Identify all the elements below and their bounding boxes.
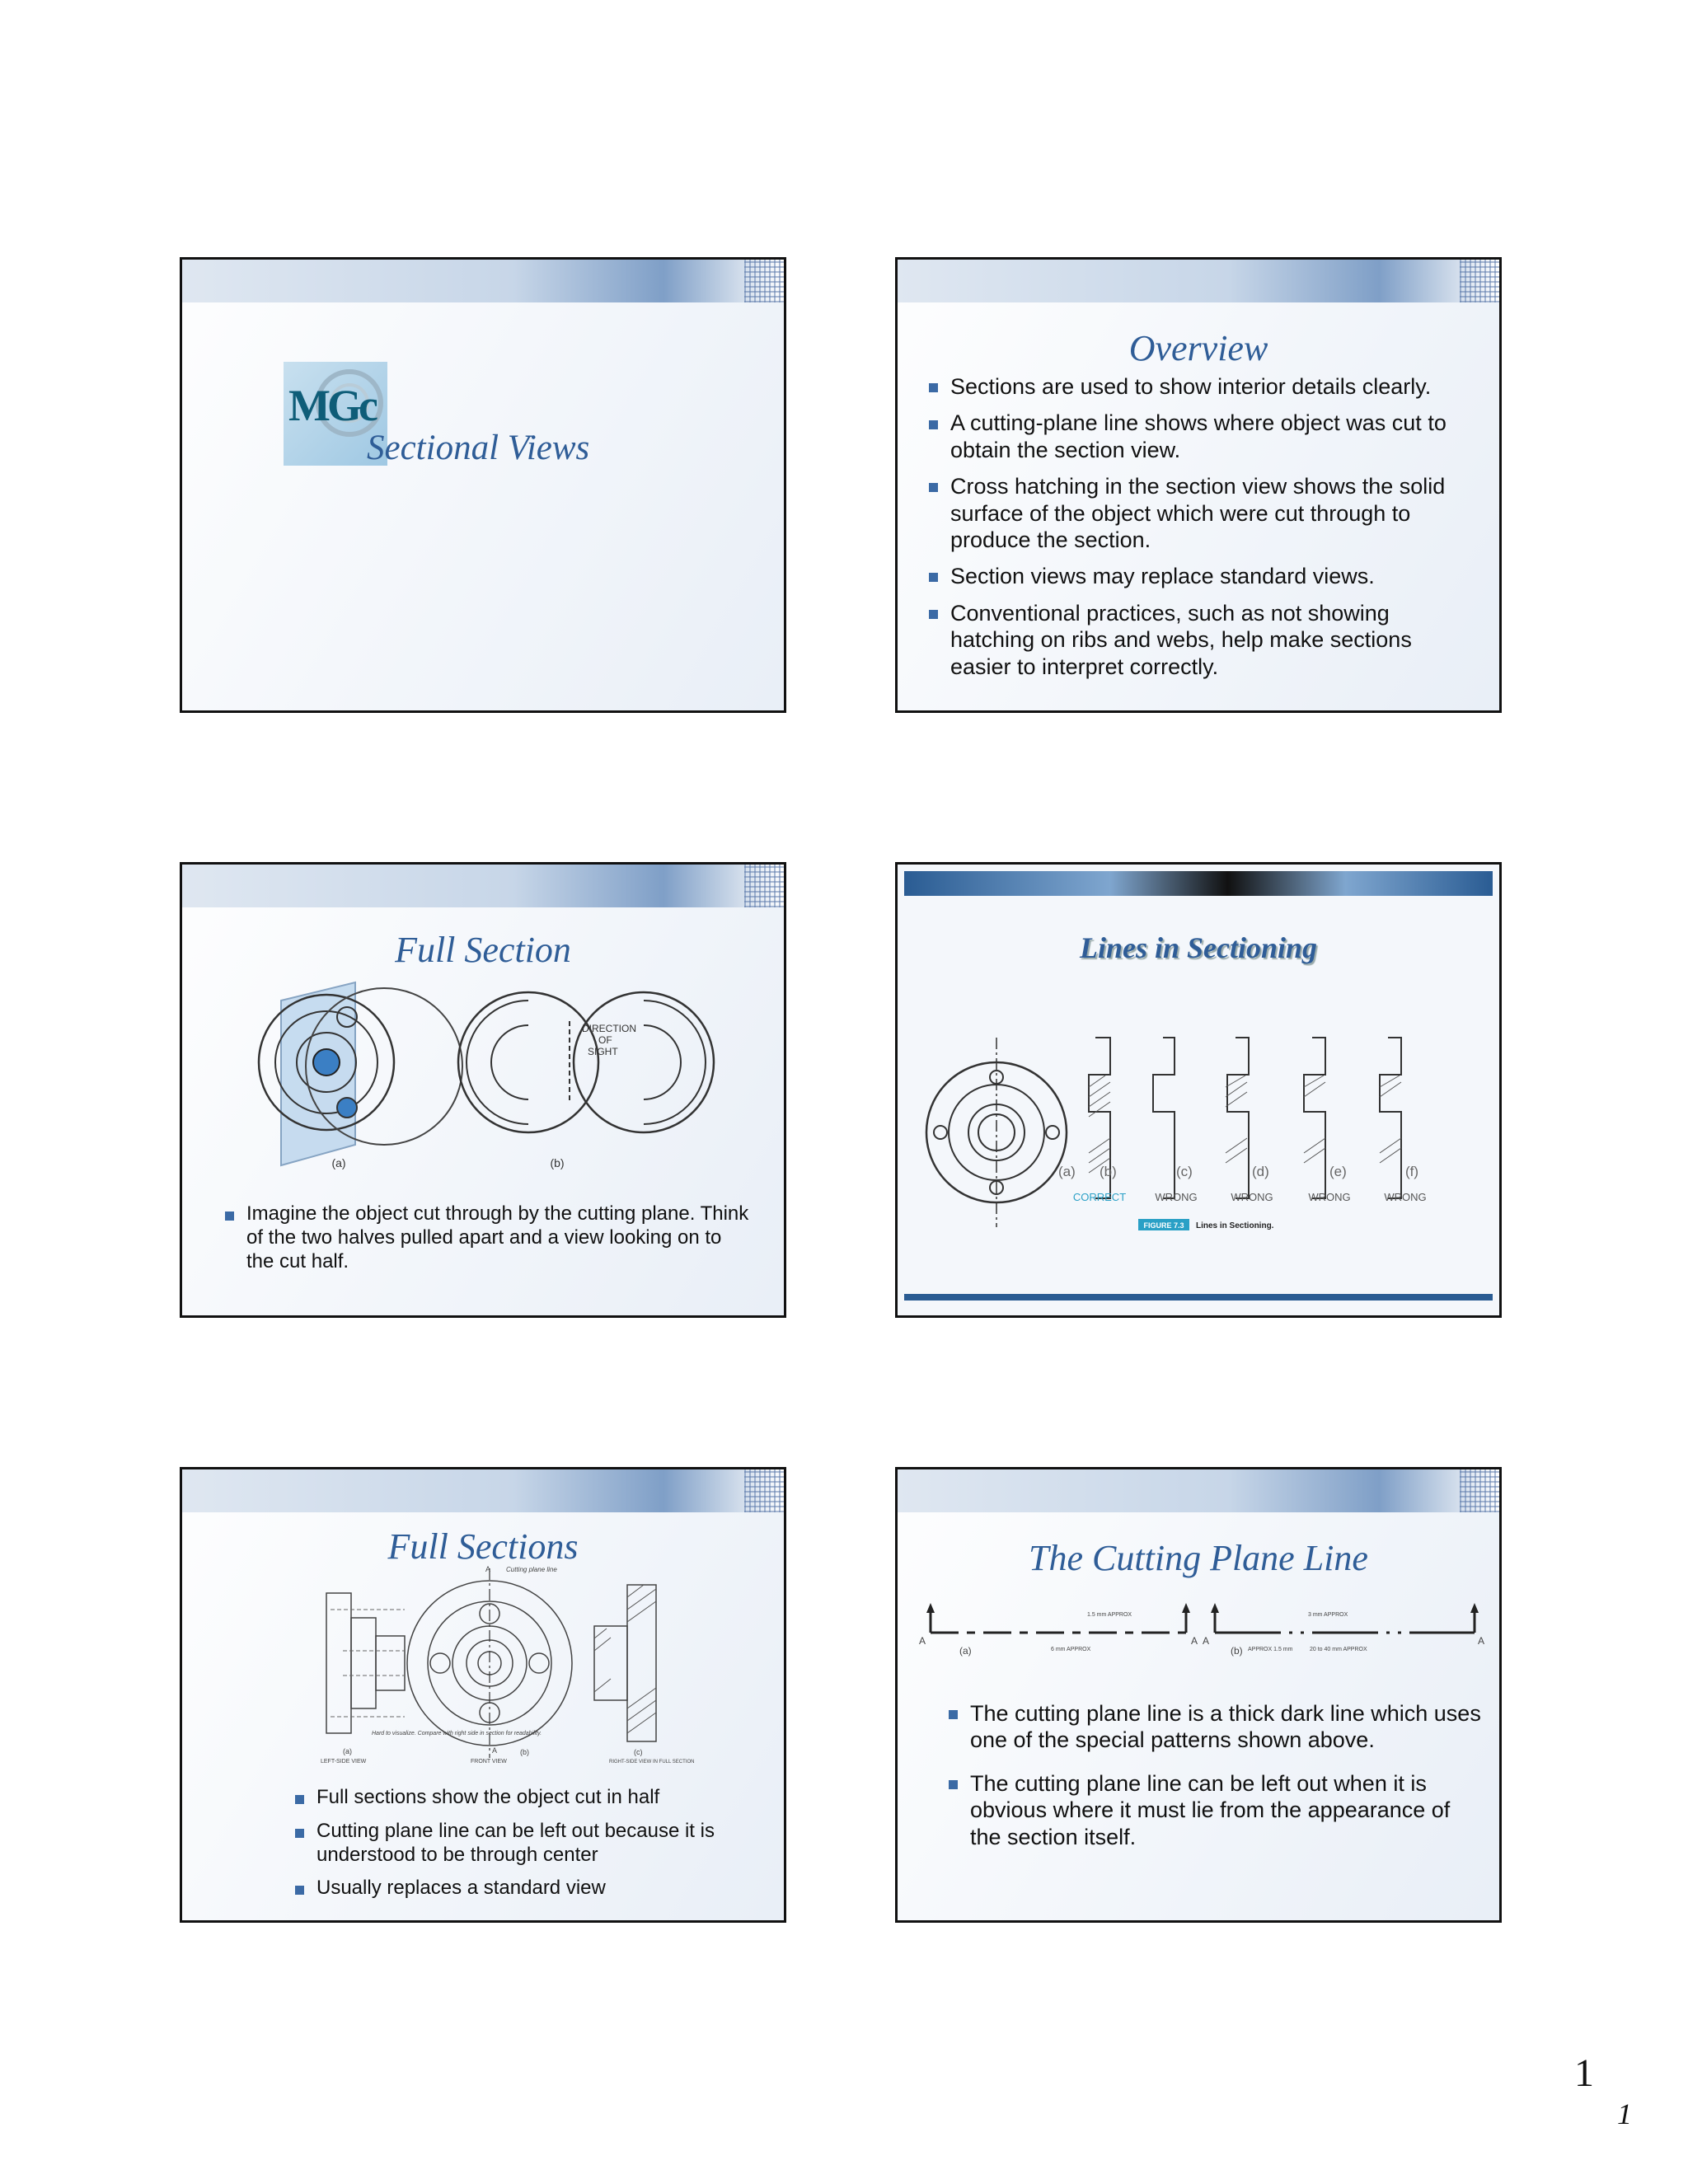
slide-header-band (904, 871, 1493, 896)
bullet-list (223, 1202, 751, 1283)
figure-label: (e) (1329, 1164, 1347, 1179)
figure-label: A (492, 1746, 498, 1755)
figure-label: 20 to 40 mm APPROX (1310, 1647, 1367, 1652)
slide-3 (180, 862, 786, 1318)
lines-in-sectioning-figure (898, 1005, 1502, 1252)
slide-title: Lines in Sectioning (1079, 931, 1318, 964)
slide-footer-band (904, 1294, 1493, 1301)
bullet-list (947, 1700, 1483, 1860)
figure-label: DIRECTION (582, 1023, 636, 1034)
figure-label: LEFT-SIDE VIEW (321, 1759, 367, 1765)
list-item: Cutting plane line can be left out because it is understood to be through center (293, 1820, 755, 1868)
figure-label: FRONT VIEW (471, 1759, 507, 1765)
list-item: Conventional practices, such as not showing hatching on ribs and webs, help make sections easier to interpret correctly. (927, 600, 1478, 680)
figure-label: WRONG (1308, 1191, 1351, 1203)
figure-label: (b) (520, 1748, 529, 1756)
bullet-list (293, 1786, 755, 1910)
figure-label: WRONG (1384, 1191, 1427, 1203)
figure-label: A (485, 1565, 491, 1573)
figure-label: (b) (550, 1156, 565, 1169)
slide-4 (895, 862, 1502, 1318)
page-number: 1 (1574, 2051, 1594, 2095)
page-number-italic: 1 (1617, 2097, 1632, 2130)
figure-label: (b) (1100, 1164, 1117, 1179)
logo-text: MGc (288, 381, 375, 430)
slide-title: Sectional Views (367, 429, 590, 467)
slide-header-grid (1460, 260, 1499, 302)
figure-label: WRONG (1155, 1191, 1198, 1203)
figure-label: 1.5 mm APPROX (1087, 1612, 1132, 1618)
list-item: Cross hatching in the section view shows the solid surface of the object which were cut through to produce the section. (927, 473, 1478, 553)
slide-title: The Cutting Plane Line (1029, 1538, 1368, 1578)
figure-label: APPROX 1.5 mm (1248, 1647, 1293, 1652)
figure-label: A (1478, 1635, 1485, 1647)
slide-header-grid (744, 1469, 784, 1512)
figure-label: (a) (331, 1156, 346, 1169)
figure-label: (a) (959, 1645, 972, 1657)
list-item: A cutting-plane line shows where object was cut to obtain the section view. (927, 410, 1478, 463)
slide-5 (180, 1467, 786, 1923)
figure-label: (c) (634, 1748, 643, 1756)
slide-header-band (182, 260, 784, 302)
figure-label: A (1202, 1635, 1209, 1647)
figure-label: (f) (1405, 1164, 1419, 1179)
list-item: The cutting plane line is a thick dark line which uses one of the special patterns shown above. (947, 1700, 1483, 1754)
list-item: Full sections show the object cut in half (293, 1786, 755, 1810)
figure-label: 3 mm APPROX (1308, 1612, 1348, 1618)
slide-header-grid (744, 865, 784, 907)
slide-header-band (182, 1469, 784, 1512)
figure-label: SIGHT (588, 1046, 618, 1057)
figure-label: (b) (1231, 1645, 1243, 1657)
figure-label: A (918, 1635, 926, 1647)
figure-label: WRONG (1231, 1191, 1273, 1203)
slide-header-band (182, 865, 784, 907)
figure-label: A (1191, 1635, 1198, 1647)
slide-header-grid (744, 260, 784, 302)
slide-1 (180, 257, 786, 713)
slide-header-grid (1460, 1469, 1499, 1512)
figure-label: RIGHT-SIDE VIEW IN FULL SECTION (609, 1760, 695, 1765)
figure-label: OF (598, 1034, 612, 1046)
slide-title: Overview (1128, 328, 1268, 368)
figure-label: (a) (1058, 1164, 1076, 1179)
figure-label: (a) (343, 1747, 352, 1755)
bullet-list (927, 373, 1478, 690)
list-item: Sections are used to show interior details clearly. (927, 373, 1478, 400)
slide-title: Full Sections (387, 1526, 579, 1567)
figure-caption: Lines in Sectioning. (1196, 1221, 1274, 1230)
list-item: Usually replaces a standard view (293, 1877, 755, 1900)
slide-6 (895, 1467, 1502, 1923)
figure-label: 6 mm APPROX (1051, 1647, 1091, 1652)
figure-label: CORRECT (1072, 1191, 1127, 1203)
slide-title: Full Section (395, 930, 571, 970)
slide-header-band (898, 260, 1499, 302)
list-item: The cutting plane line can be left out when it is obvious where it must lie from the appearance of the section itself. (947, 1770, 1483, 1850)
figure-label: (d) (1252, 1164, 1269, 1179)
full-section-figure (182, 976, 786, 1174)
list-item: Imagine the object cut through by the cutting plane. Think of the two halves pulled apart and a view looking on to the cut half. (223, 1202, 751, 1273)
full-sections-figure (182, 1560, 786, 1774)
slide-header-band (898, 1469, 1499, 1512)
list-item: Section views may replace standard views. (927, 563, 1478, 589)
slide-2 (895, 257, 1502, 713)
figure-label: Hard to visualize. Compare with right side in section for readability. (372, 1731, 542, 1736)
figure-label: Cutting plane line (506, 1566, 557, 1573)
cutting-plane-figure (898, 1601, 1502, 1675)
figure-label: (c) (1176, 1164, 1193, 1179)
figure-tag: FIGURE 7.3 (1143, 1221, 1184, 1230)
